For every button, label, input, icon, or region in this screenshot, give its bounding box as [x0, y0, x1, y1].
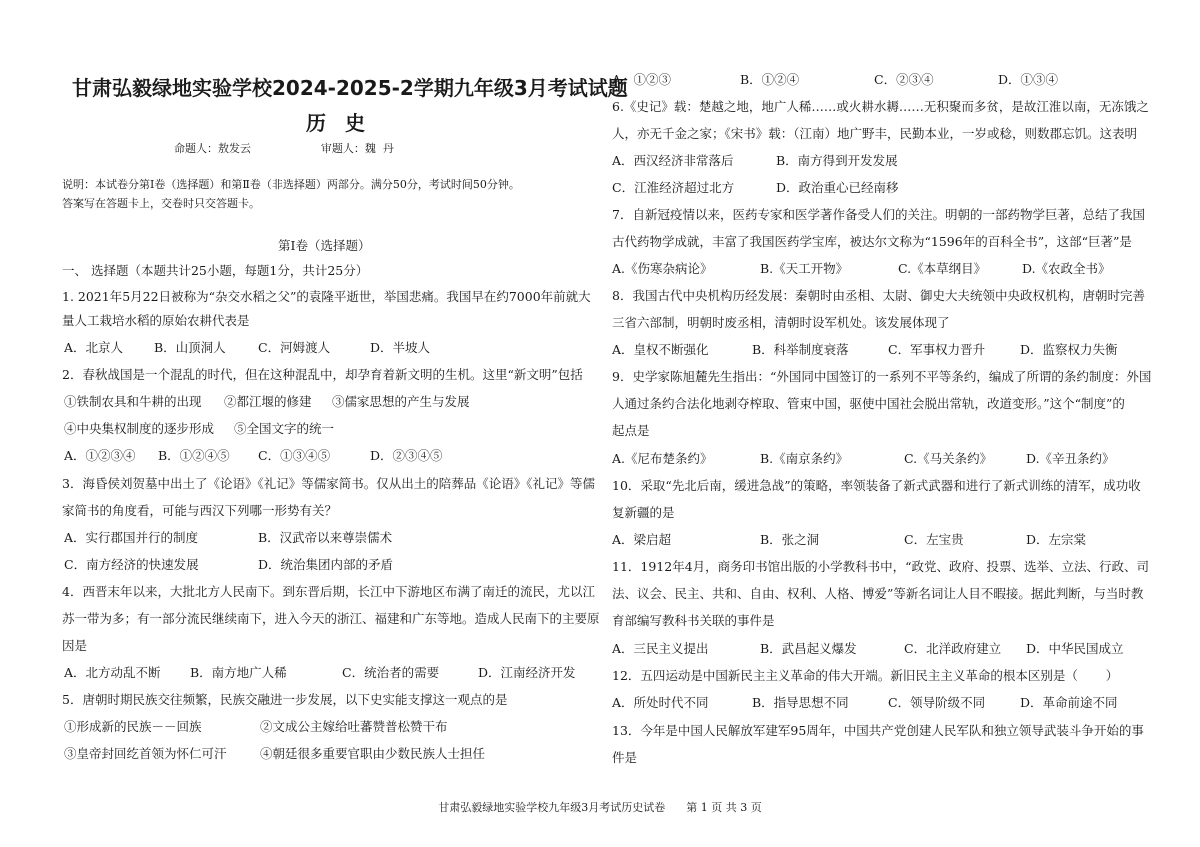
- q2-option-b[interactable]: B．①②④⑤: [158, 448, 230, 463]
- q9-option-b[interactable]: B.《南京条约》: [760, 451, 849, 466]
- q2-option-a[interactable]: A．①②③④: [64, 448, 136, 463]
- q6-options: [612, 153, 1132, 169]
- q5-item: ④朝廷很多重要官职由少数民族人士担任: [260, 746, 486, 761]
- page-footer: 甘肃弘毅绿地实验学校九年级3月考试历史试卷 第 1 页 共 3 页: [438, 801, 762, 814]
- q12-option-b[interactable]: B．指导思想不同: [752, 695, 849, 710]
- q9-stem-line: 起点是: [612, 423, 650, 438]
- q5-items: [62, 719, 582, 735]
- q7-option-d[interactable]: D.《农政全书》: [1022, 261, 1111, 276]
- q9-option-d[interactable]: D.《辛丑条约》: [1026, 451, 1115, 466]
- q10-stem-line: 10．采取“先北后南，缓进急战”的策略，率领装备了新式武器和进行了新式训练的清军，成功收: [612, 478, 1141, 493]
- q1-options: [62, 340, 582, 356]
- q5-stem-line: 5．唐朝时期民族交往频繁，民族交融进一步发展，以下史实能支撑这一观点的是: [62, 692, 508, 707]
- q6-option-c[interactable]: C．江淮经济超过北方: [612, 180, 735, 195]
- q11-option-c[interactable]: C．北洋政府建立: [904, 641, 1002, 656]
- q3-option-a[interactable]: A．实行郡国并行的制度: [64, 530, 199, 545]
- q6-option-b[interactable]: B．南方得到开发发展: [776, 153, 898, 168]
- q6-options: [612, 180, 1132, 196]
- q11-option-d[interactable]: D．中华民国成立: [1026, 641, 1124, 656]
- q7-option-b[interactable]: B.《天工开物》: [760, 261, 849, 276]
- q2-stem-line: 2．春秋战国是一个混乱的时代，但在这种混乱中，却孕育着新文明的生机。这里“新文明”包括: [62, 367, 583, 382]
- q2-option-d[interactable]: D．②③④⑤: [370, 448, 443, 463]
- q4-option-c[interactable]: C．统治者的需要: [342, 665, 440, 680]
- q8-option-d[interactable]: D．监察权力失衡: [1020, 342, 1118, 357]
- q2-item: ⑤全国文字的统一: [234, 421, 335, 436]
- q11-stem-line: 法、议会、民主、共和、自由、权利、人格、博爱”等新名词让人目不暇接。据此判断，与当时教: [612, 586, 1144, 601]
- q3-option-c[interactable]: C．南方经济的快速发展: [64, 557, 199, 572]
- q12-options: [612, 695, 1132, 711]
- q9-option-a[interactable]: A.《尼布楚条约》: [612, 451, 713, 466]
- q11-stem-line: 育部编写教科书关联的事件是: [612, 613, 775, 628]
- q12-option-c[interactable]: C．领导阶级不同: [888, 695, 986, 710]
- q2-items: [62, 421, 582, 437]
- q9-option-c[interactable]: C.《马关条约》: [904, 451, 993, 466]
- instructions-line-2: 答案写在答题卡上，交卷时只交答题卡。: [62, 197, 260, 210]
- q8-options: [612, 342, 1132, 358]
- q11-options: [612, 641, 1132, 657]
- q1-stem-line: 1. 2021年5月22日被称为“杂交水稻之父”的袁隆平逝世，举国悲痛。我国早在约7000年前就大: [62, 289, 591, 304]
- q7-stem-line: 7．自新冠疫情以来，医药专家和医学著作备受人们的关注。明朝的一部药物学巨著，总结了我国: [612, 207, 1145, 222]
- q10-option-b[interactable]: B．张之洞: [760, 532, 820, 547]
- q11-option-a[interactable]: A．三民主义提出: [612, 641, 709, 656]
- q7-option-a[interactable]: A.《伤寒杂病论》: [612, 261, 713, 276]
- authors-line: 命题人：敖发云 审题人：魏 丹: [174, 142, 394, 155]
- q6-stem-line: 人，亦无千金之家；《宋书》载：（江南）地广野丰，民勤本业，一岁或稔，则数郡忘饥。这表明: [612, 126, 1138, 141]
- q2-item: ③儒家思想的产生与发展: [332, 394, 470, 409]
- instructions-line-1: 说明：本试卷分第Ⅰ卷（选择题）和第Ⅱ卷（非选择题）两部分。满分50分，考试时间50分钟。: [62, 178, 520, 191]
- q3-option-b[interactable]: B．汉武帝以来尊崇儒术: [258, 530, 393, 545]
- q12-option-d[interactable]: D．革命前途不同: [1020, 695, 1118, 710]
- q10-option-a[interactable]: A．梁启超: [612, 532, 672, 547]
- q10-option-c[interactable]: C．左宝贵: [904, 532, 964, 547]
- q6-stem-line: 6.《史记》载：楚越之地，地广人稀……或火耕水耨……无积聚而多贫，是故江淮以南，无冻饿之: [612, 99, 1149, 114]
- q1-option-c[interactable]: C．河姆渡人: [258, 340, 331, 355]
- q4-stem-line: 4．西晋末年以来，大批北方人民南下。到东晋后期，长江中下游地区布满了南迁的流民，尤以江: [62, 584, 595, 599]
- q4-options: [62, 665, 582, 681]
- q8-option-b[interactable]: B．科举制度衰落: [752, 342, 849, 357]
- q4-option-d[interactable]: D．江南经济开发: [478, 665, 576, 680]
- q3-options: [62, 557, 582, 573]
- part-heading: 一、 选择题（本题共计25小题，每题1分，共计25分）: [62, 263, 369, 278]
- q8-option-c[interactable]: C．军事权力晋升: [888, 342, 986, 357]
- q11-option-b[interactable]: B．武昌起义爆发: [760, 641, 857, 656]
- q13-stem-line: 件是: [612, 750, 638, 765]
- q1-stem-line: 量人工栽培水稻的原始农耕代表是: [62, 313, 250, 328]
- q5-options: [612, 72, 1132, 88]
- q7-stem-line: 古代药物学成就，丰富了我国医药学宝库，被达尔文称为“1596年的百科全书”，这部“巨著”是: [612, 234, 1132, 249]
- q8-option-a[interactable]: A．皇权不断强化: [612, 342, 709, 357]
- q8-stem-line: 三省六部制，明朝时废丞相，清朝时设军机处。该发展体现了: [612, 315, 950, 330]
- q13-stem-line: 13．今年是中国人民解放军建军95周年，中国共产党创建人民军队和独立领导武装斗争开始的事: [612, 723, 1144, 738]
- q5-option-a[interactable]: A．①②③: [612, 72, 672, 87]
- q5-items: [62, 746, 582, 762]
- q3-stem-line: 家简书的角度看，可能与西汉下列哪一形势有关？: [62, 503, 338, 518]
- q2-item: ①铁制农具和牛耕的出现: [64, 394, 202, 409]
- q2-options: [62, 448, 582, 464]
- section-title: 第Ⅰ卷（选择题）: [278, 238, 371, 253]
- q11-stem-line: 11．1912年4月，商务印书馆出版的小学教科书中，“政党、政府、投票、选举、立法、行政、司: [612, 559, 1150, 574]
- q5-option-c[interactable]: C．②③④: [874, 72, 934, 87]
- q8-stem-line: 8．我国古代中央机构历经发展：秦朝时由丞相、太尉、御史大夫统领中央政权机构，唐朝时完善: [612, 288, 1145, 303]
- q9-stem-line: 9．史学家陈旭麓先生指出：“外国同中国签订的一系列不平等条约，编成了所谓的条约制度：外国: [612, 369, 1152, 384]
- q4-option-a[interactable]: A．北方动乱不断: [64, 665, 161, 680]
- q2-item: ④中央集权制度的逐步形成: [64, 421, 215, 436]
- q5-item: ①形成新的民族－－回族: [64, 719, 202, 734]
- q5-item: ②文成公主嫁给吐蕃赞普松赞干布: [260, 719, 448, 734]
- q10-stem-line: 复新疆的是: [612, 505, 675, 520]
- q6-option-a[interactable]: A．西汉经济非常落后: [612, 153, 734, 168]
- q4-option-b[interactable]: B．南方地广人稀: [190, 665, 287, 680]
- q5-item: ③皇帝封回纥首领为怀仁可汗: [64, 746, 227, 761]
- q3-options: [62, 530, 582, 546]
- q6-option-d[interactable]: D．政治重心已经南移: [776, 180, 899, 195]
- q1-option-b[interactable]: B．山顶洞人: [154, 340, 226, 355]
- q3-stem-line: 3．海昏侯刘贺墓中出土了《论语》《礼记》等儒家简书。仅从出土的陪葬品《论语》《礼记》等儒: [62, 476, 595, 491]
- q3-option-d[interactable]: D．统治集团内部的矛盾: [258, 557, 394, 572]
- q1-option-a[interactable]: A．北京人: [64, 340, 124, 355]
- q7-option-c[interactable]: C.《本草纲目》: [898, 261, 987, 276]
- q9-stem-line: 人通过条约合法化地剥夺榨取、管束中国，驱使中国社会脱出常轨，改道变形。”这个“制度”的: [612, 396, 1125, 411]
- q5-option-b[interactable]: B．①②④: [740, 72, 800, 87]
- q5-option-d[interactable]: D．①③④: [998, 72, 1059, 87]
- subject-title: 历 史: [306, 111, 371, 135]
- q4-stem-line: 因是: [62, 638, 88, 653]
- q12-option-a[interactable]: A．所处时代不同: [612, 695, 709, 710]
- exam-title: 甘肃弘毅绿地实验学校2024-2025-2学期九年级3月考试试题: [72, 76, 628, 100]
- q12-stem-line: 12．五四运动是中国新民主主义革命的伟大开端。新旧民主主义革命的根本区别是（ ）: [612, 668, 1119, 683]
- q4-stem-line: 苏一带为多；有一部分流民继续南下，进入今天的浙江、福建和广东等地。造成人民南下的主要原: [62, 611, 600, 626]
- q2-option-c[interactable]: C．①③④⑤: [258, 448, 331, 463]
- q2-item: ②都江堰的修建: [224, 394, 312, 409]
- q1-option-d[interactable]: D．半坡人: [370, 340, 431, 355]
- q10-options: [612, 532, 1132, 548]
- q7-options: [612, 261, 1132, 277]
- q9-options: [612, 451, 1132, 467]
- q10-option-d[interactable]: D．左宗棠: [1026, 532, 1087, 547]
- q2-items: [62, 394, 582, 410]
